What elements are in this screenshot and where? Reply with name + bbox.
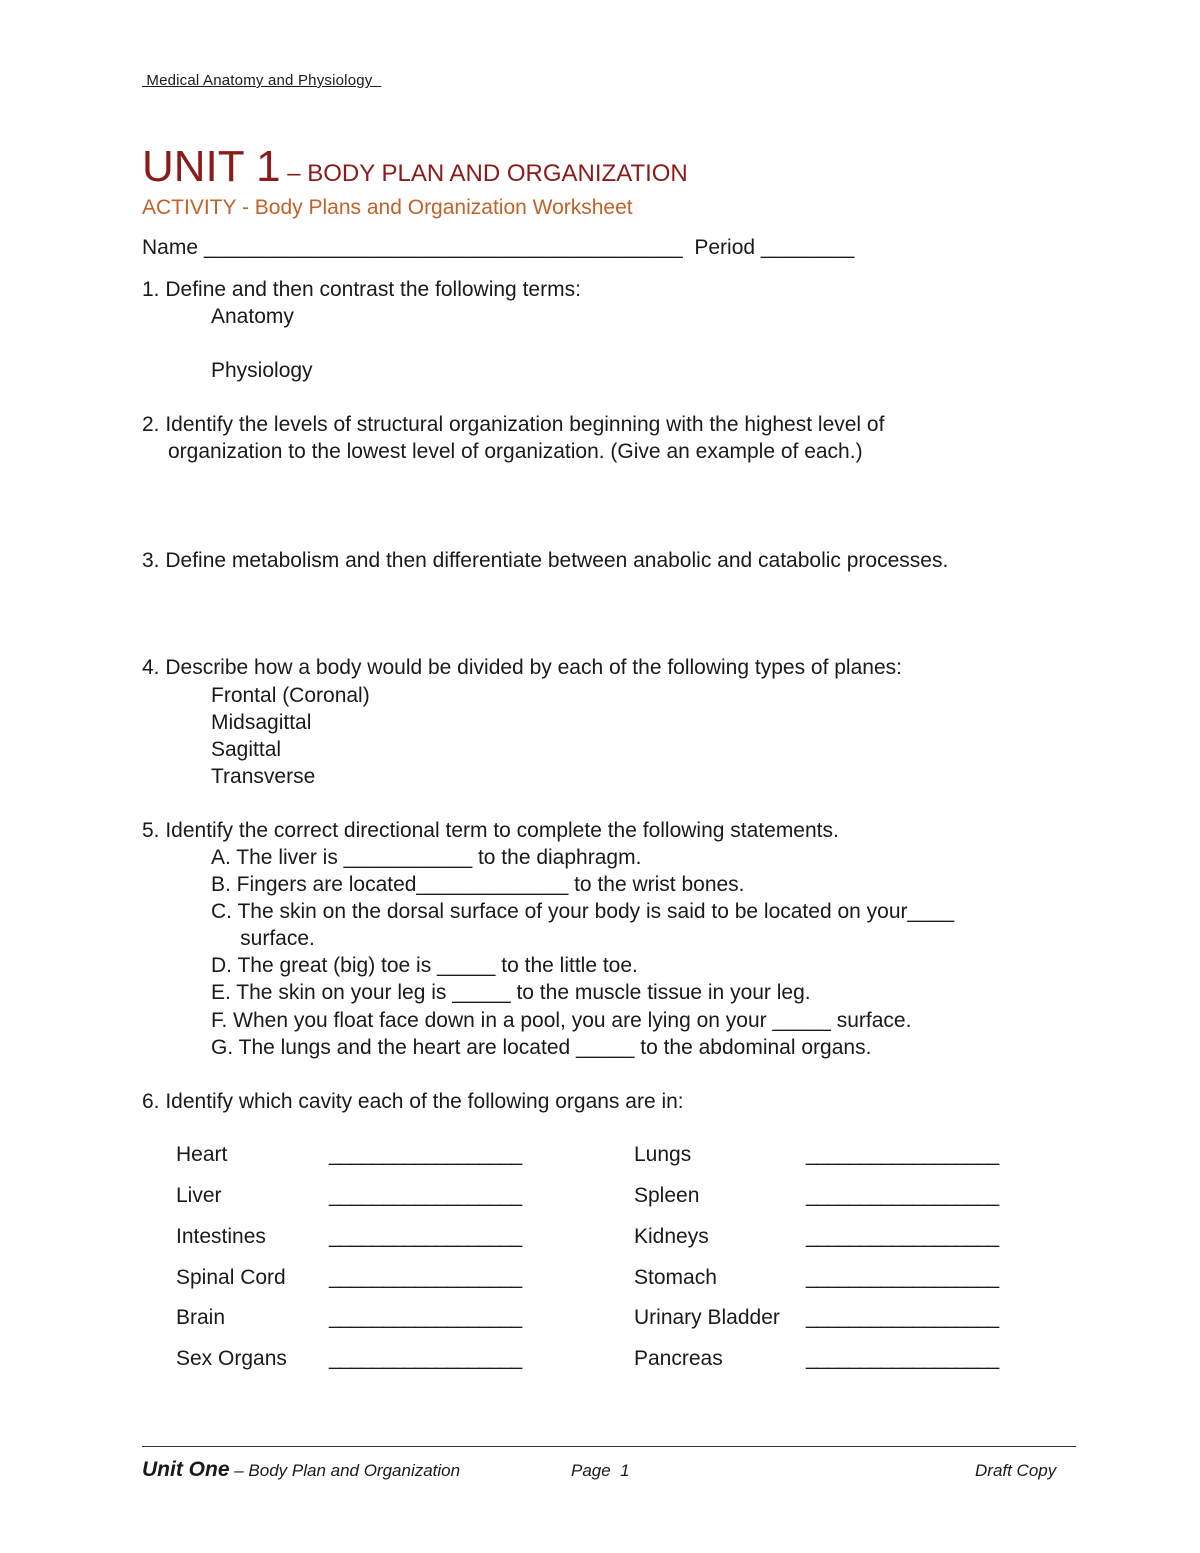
question-4: 4. Describe how a body would be divided by each of the following types of planes: xyxy=(142,656,902,679)
question-3: 3. Define metabolism and then differentiate between anabolic and catabolic processes. xyxy=(142,549,949,572)
q5-item: C. The skin on the dorsal surface of your body is said to be located on your____ xyxy=(211,900,955,923)
organ-label: Urinary Bladder xyxy=(634,1306,780,1329)
organ-blank: __________________ xyxy=(329,1143,522,1166)
organ-label: Lungs xyxy=(634,1143,692,1166)
organ-blank: __________________ xyxy=(329,1184,522,1207)
organ-blank: __________________ xyxy=(806,1347,999,1370)
organ-blank: __________________ xyxy=(329,1306,522,1329)
q4-plane: Sagittal xyxy=(211,738,282,761)
q4-plane: Frontal (Coronal) xyxy=(211,684,370,707)
question-5: 5. Identify the correct directional term to complete the following statements. xyxy=(142,819,839,842)
organ-blank: __________________ xyxy=(329,1266,522,1289)
organ-label: Spinal Cord xyxy=(176,1266,286,1289)
organ-label: Kidneys xyxy=(634,1225,709,1248)
name-period-line: Name _________________________________________ Period ________ xyxy=(142,236,855,259)
organ-blank: __________________ xyxy=(806,1184,999,1207)
q5-item: E. The skin on your leg is _____ to the muscle tissue in your leg. xyxy=(211,981,811,1004)
q5-item: G. The lungs and the heart are located _____ to the abdominal organs. xyxy=(211,1036,872,1059)
q1-term: Anatomy xyxy=(211,305,294,328)
organ-label: Liver xyxy=(176,1184,222,1207)
q5-item: surface. xyxy=(211,927,315,950)
footer-draft-status: Draft Copy xyxy=(975,1461,1057,1480)
footer-divider xyxy=(142,1446,1076,1447)
organ-label: Intestines xyxy=(176,1225,266,1248)
organ-blank: __________________ xyxy=(806,1225,999,1248)
organ-label: Brain xyxy=(176,1306,226,1329)
footer-unit-rest: – Body Plan and Organization xyxy=(229,1461,461,1480)
organ-blank: __________________ xyxy=(806,1306,999,1329)
course-header: Medical Anatomy and Physiology xyxy=(142,72,382,89)
organ-label: Heart xyxy=(176,1143,228,1166)
organ-blank: __________________ xyxy=(329,1347,522,1370)
organ-blank: __________________ xyxy=(806,1143,999,1166)
q5-item: B. Fingers are located_____________ to the wrist bones. xyxy=(211,873,745,896)
question-2-line-2: organization to the lowest level of organization. (Give an example of each.) xyxy=(168,440,863,463)
q4-plane: Midsagittal xyxy=(211,711,312,734)
q1-term: Physiology xyxy=(211,359,313,382)
q5-item: A. The liver is ___________ to the diaphragm. xyxy=(211,846,642,869)
question-2-line-1: 2. Identify the levels of structural organization beginning with the highest level of xyxy=(142,413,885,436)
organ-blank: __________________ xyxy=(329,1225,522,1248)
footer-unit: Unit One xyxy=(142,1458,230,1481)
organ-blank: __________________ xyxy=(806,1266,999,1289)
footer-page-number: Page 1 xyxy=(571,1461,630,1480)
unit-title-text: – BODY PLAN AND ORGANIZATION xyxy=(280,160,688,187)
activity-subtitle: ACTIVITY - Body Plans and Organization Worksheet xyxy=(142,196,633,219)
organ-label: Spleen xyxy=(634,1184,700,1207)
unit-number: UNIT 1 xyxy=(142,142,281,191)
organ-label: Stomach xyxy=(634,1266,717,1289)
unit-title xyxy=(142,142,688,192)
q4-plane: Transverse xyxy=(211,765,316,788)
q5-item: D. The great (big) toe is _____ to the little toe. xyxy=(211,954,638,977)
question-6: 6. Identify which cavity each of the following organs are in: xyxy=(142,1090,684,1113)
organ-label: Pancreas xyxy=(634,1347,723,1370)
organ-label: Sex Organs xyxy=(176,1347,287,1370)
question-1: 1. Define and then contrast the following terms: xyxy=(142,278,581,301)
q5-item: F. When you float face down in a pool, you are lying on your _____ surface. xyxy=(211,1009,912,1032)
footer-title xyxy=(142,1458,460,1482)
